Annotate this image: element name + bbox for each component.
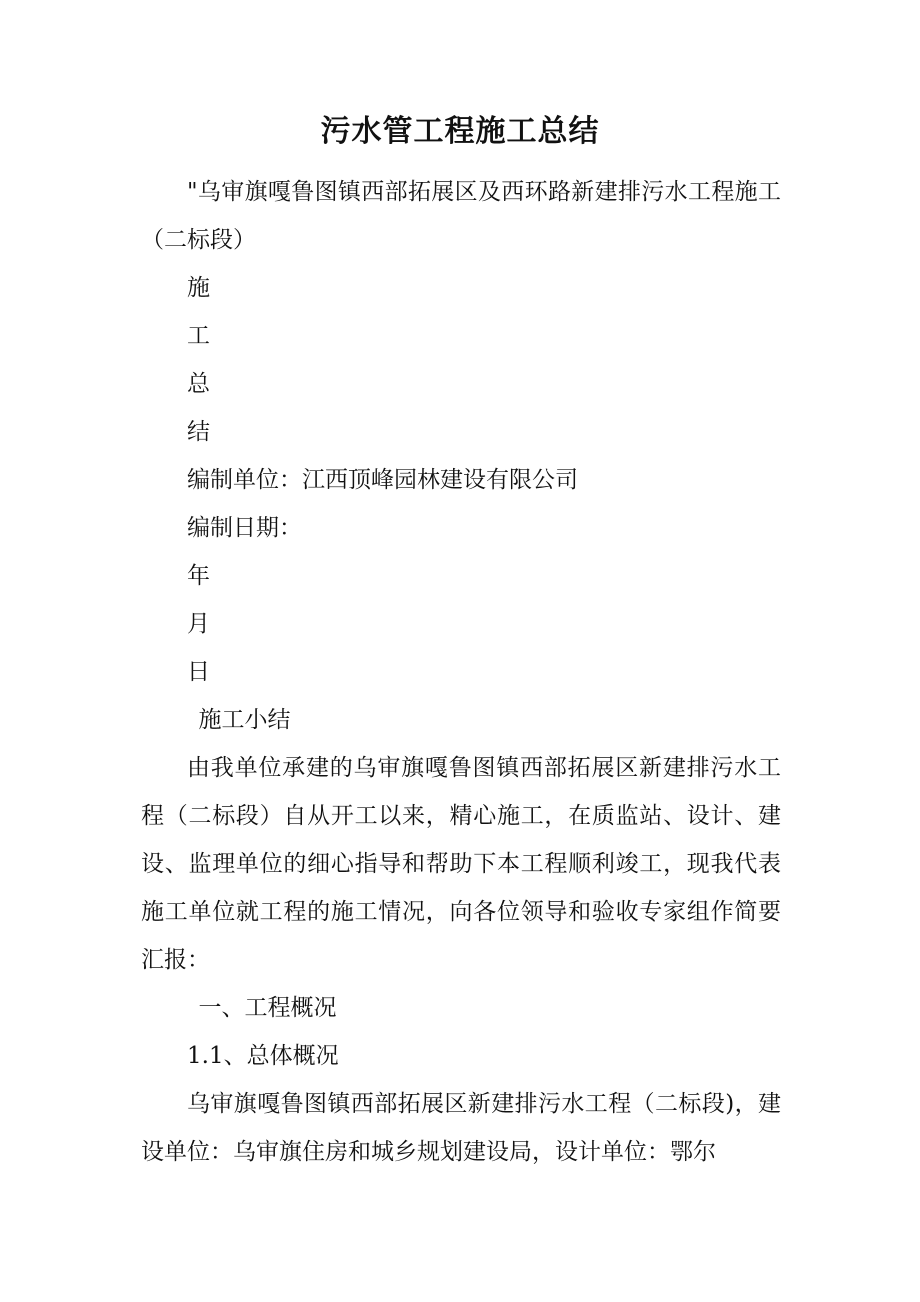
project-name: "乌审旗嘎鲁图镇西部拓展区及西环路新建排污水工程施工（二标段） (141, 179, 781, 253)
date-part-month: 月 (187, 611, 210, 637)
vertical-title-char: 结 (187, 419, 210, 445)
overview-paragraph: 乌审旗嘎鲁图镇西部拓展区新建排污水工程（二标段)，建设单位：乌审旗住房和城乡规划建设局，设计单位：鄂尔 (141, 1091, 781, 1165)
vertical-title-char: 工 (187, 323, 210, 349)
document-title: 污水管工程施工总结 (320, 114, 600, 149)
date-part-year: 年 (187, 563, 210, 589)
overview-heading: 一、工程概况 (198, 995, 337, 1021)
document-body (141, 168, 781, 1176)
vertical-title-char: 施 (187, 275, 210, 301)
vertical-title-char: 总 (187, 371, 210, 397)
summary-heading: 施工小结 (198, 707, 291, 733)
overview-subheading: 1.1、总体概况 (187, 1043, 339, 1069)
summary-paragraph: 由我单位承建的乌审旗嘎鲁图镇西部拓展区新建排污水工程（二标段）自从开工以来，精心施工，在质监站、设计、建设、监理单位的细心指导和帮助下本工程顺利竣工，现我代表施工单位就工程的施工情况，向各位领导和验收专家组作简要汇报： (141, 755, 781, 973)
compiler-line: 编制单位：江西顶峰园林建设有限公司 (187, 467, 578, 493)
date-part-day: 日 (187, 659, 210, 685)
date-label: 编制日期： (187, 515, 302, 541)
